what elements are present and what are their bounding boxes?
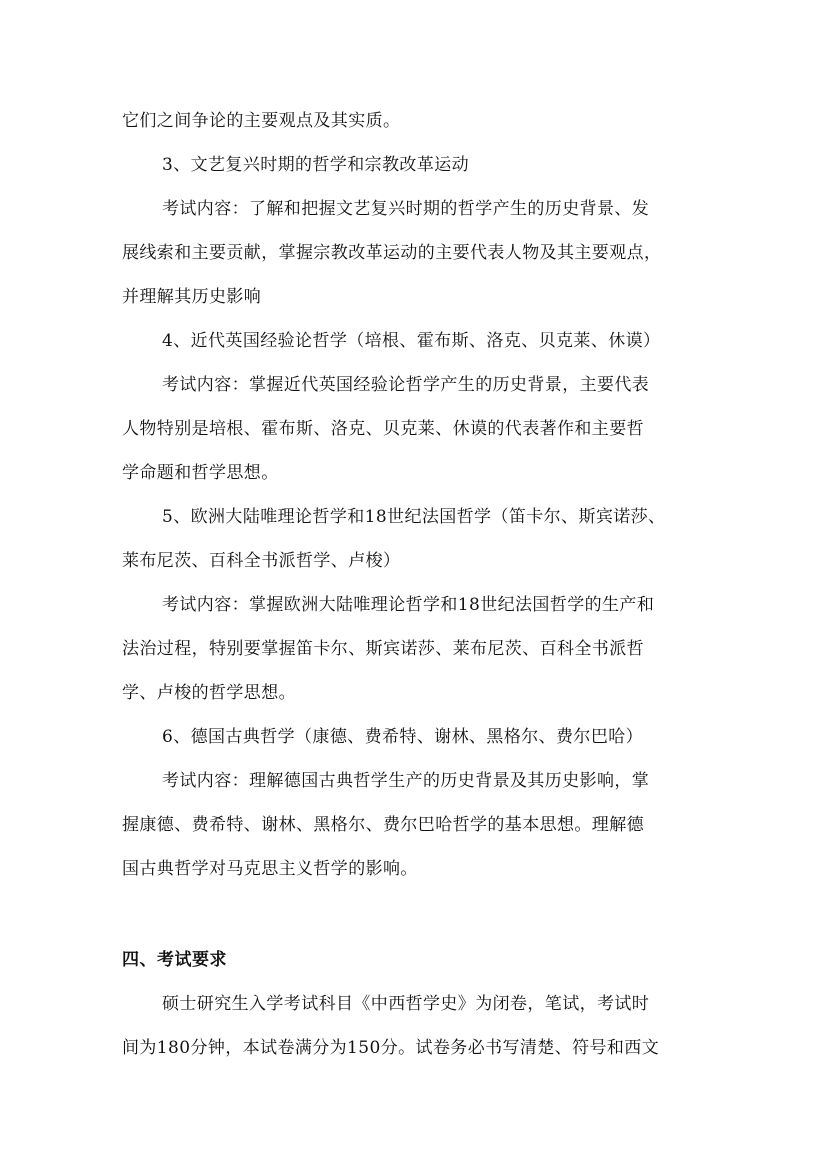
text-line: 国古典哲学对马克思主义哲学的影响。 [122,859,418,879]
text-line: 间为180分钟，本试卷满分为150分。试卷务必书写清楚、符号和西文 [122,1038,660,1058]
section-heading: 四、考试要求 [122,950,227,970]
subsection-title: 5、欧洲大陆唯理论哲学和18世纪法国哲学（笛卡尔、斯宾诺莎、 [162,507,666,527]
text-line: 学命题和哲学思想。 [122,463,279,483]
text-line: 人物特别是培根、霍布斯、洛克、贝克莱、休谟的代表著作和主要哲 [122,419,644,439]
text-line: 法治过程，特别要掌握笛卡尔、斯宾诺莎、莱布尼茨、百科全书派哲 [122,639,644,659]
subsection-title: 6、德国古典哲学（康德、费希特、谢林、黑格尔、费尔巴哈） [162,727,644,747]
text-line: 硕士研究生入学考试科目《中西哲学史》为闭卷，笔试，考试时 [162,994,650,1014]
text-line: 它们之间争论的主要观点及其实质。 [122,111,401,131]
text-line: 学、卢梭的哲学思想。 [122,683,296,703]
text-line: 并理解其历史影响 [122,287,262,307]
text-line: 考试内容：掌握欧洲大陆唯理论哲学和18世纪法国哲学的生产和 [162,595,655,615]
text-line: 考试内容：了解和把握文艺复兴时期的哲学产生的历史背景、发 [162,199,650,219]
text-line: 考试内容：理解德国古典哲学生产的历史背景及其历史影响，掌 [162,771,650,791]
text-line: 展线索和主要贡献，掌握宗教改革运动的主要代表人物及其主要观点， [122,243,662,263]
subsection-title: 3、文艺复兴时期的哲学和宗教改革运动 [162,155,470,175]
text-line: 莱布尼茨、百科全书派哲学、卢梭） [122,551,401,571]
subsection-title: 4、近代英国经验论哲学（培根、霍布斯、洛克、贝克莱、休谟） [162,331,661,351]
text-line: 考试内容：掌握近代英国经验论哲学产生的历史背景，主要代表 [162,375,650,395]
text-line: 握康德、费希特、谢林、黑格尔、费尔巴哈哲学的基本思想。理解德 [122,815,644,835]
